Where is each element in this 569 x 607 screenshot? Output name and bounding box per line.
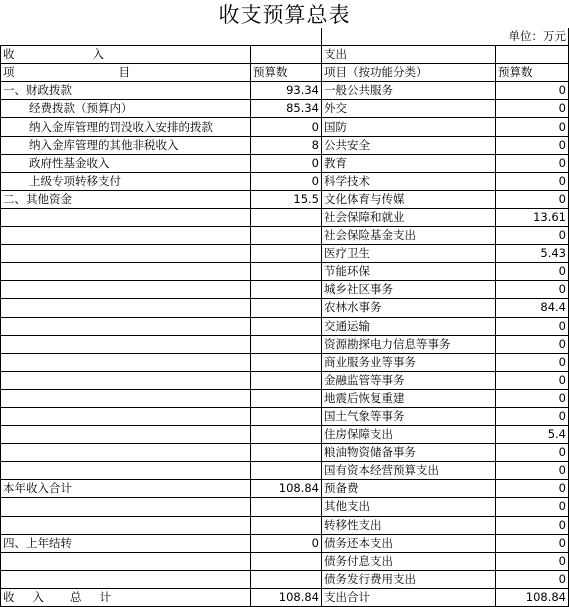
expense-value: 0 [496, 118, 569, 136]
table-row [1, 263, 569, 281]
table-row [1, 534, 569, 552]
income-value [251, 281, 322, 299]
income-value [251, 389, 322, 407]
income-value [251, 407, 322, 425]
expense-value: 0 [496, 552, 569, 570]
expense-item: 公共安全 [322, 136, 496, 154]
income-item [1, 552, 251, 570]
expense-value: 0 [496, 335, 569, 353]
expense-value: 0 [496, 444, 569, 462]
expense-value: 0 [496, 100, 569, 118]
income-value [251, 299, 322, 317]
total-expense-label: 支出合计 [322, 588, 496, 606]
expense-value: 0 [496, 389, 569, 407]
table-row [1, 389, 569, 407]
income-value: 15.5 [251, 190, 322, 208]
table-row [1, 570, 569, 588]
expense-value: 0 [496, 227, 569, 245]
table-row [1, 426, 569, 444]
income-value: 0 [251, 154, 322, 172]
expense-value: 0 [496, 462, 569, 480]
expense-value: 0 [496, 407, 569, 425]
table-row [1, 317, 569, 335]
total-expense-value: 108.84 [496, 588, 569, 606]
expense-value: 0 [496, 281, 569, 299]
income-value [251, 570, 322, 588]
expense-item: 地震后恢复重建 [322, 389, 496, 407]
income-value [251, 498, 322, 516]
table-row [1, 407, 569, 425]
expense-item: 一般公共服务 [322, 82, 496, 100]
table-row [1, 462, 569, 480]
expense-item: 社会保障和就业 [322, 208, 496, 226]
expense-item: 文化体育与传媒 [322, 190, 496, 208]
expense-item: 城乡社区事务 [322, 281, 496, 299]
expense-value: 0 [496, 154, 569, 172]
expense-item: 医疗卫生 [322, 245, 496, 263]
income-item: 上级专项转移支付 [1, 172, 251, 190]
budget-table [0, 28, 569, 607]
expense-item: 债务还本支出 [322, 534, 496, 552]
income-item [1, 335, 251, 353]
income-value: 93.34 [251, 82, 322, 100]
table-row [1, 172, 569, 190]
expense-value: 0 [496, 534, 569, 552]
income-item: 经费拨款（预算内） [1, 100, 251, 118]
income-item: 四、上年结转 [1, 534, 251, 552]
income-item: 政府性基金收入 [1, 154, 251, 172]
income-value [251, 208, 322, 226]
expense-item: 债务发行费用支出 [322, 570, 496, 588]
total-label: 收 入 总 计 [1, 588, 251, 606]
expense-item: 其他支出 [322, 498, 496, 516]
table-row [1, 227, 569, 245]
income-value [251, 444, 322, 462]
table-row [1, 498, 569, 516]
income-item [1, 317, 251, 335]
expense-item: 商业服务业等事务 [322, 353, 496, 371]
expense-item-header: 项目（按功能分类） [322, 64, 496, 82]
income-value: 8 [251, 136, 322, 154]
table-row [1, 444, 569, 462]
table-row [1, 281, 569, 299]
income-value: 0 [251, 118, 322, 136]
expense-item: 国土气象等事务 [322, 407, 496, 425]
sheet-title: 收支预算总表 [218, 3, 351, 27]
expense-value: 5.4 [496, 426, 569, 444]
income-item [1, 498, 251, 516]
expense-value: 0 [496, 82, 569, 100]
expense-value: 0 [496, 172, 569, 190]
expense-value: 0 [496, 190, 569, 208]
table-row [1, 136, 569, 154]
income-value: 0 [251, 534, 322, 552]
income-value [251, 516, 322, 534]
unit-label: 单位：万元 [496, 28, 569, 46]
expense-item: 教育 [322, 154, 496, 172]
expense-item: 农林水事务 [322, 299, 496, 317]
expense-item: 科学技术 [322, 172, 496, 190]
expense-item: 住房保障支出 [322, 426, 496, 444]
income-item [1, 299, 251, 317]
expense-item: 交通运输 [322, 317, 496, 335]
income-value: 85.34 [251, 100, 322, 118]
income-item [1, 516, 251, 534]
income-value [251, 263, 322, 281]
income-item-header: 项 目 [1, 64, 251, 82]
income-value [251, 317, 322, 335]
table-row [1, 353, 569, 371]
income-value [251, 245, 322, 263]
income-budget-header: 预算数 [251, 64, 322, 82]
expense-value: 0 [496, 371, 569, 389]
expense-value: 84.4 [496, 299, 569, 317]
table-row [1, 480, 569, 498]
expense-item: 外交 [322, 100, 496, 118]
income-header: 收 入 [1, 46, 251, 64]
income-item [1, 371, 251, 389]
total-income-value: 108.84 [251, 588, 322, 606]
table-row [1, 516, 569, 534]
unit-row [1, 28, 569, 46]
header-row-2 [1, 64, 569, 82]
table-row [1, 118, 569, 136]
income-value [251, 227, 322, 245]
expense-value: 0 [496, 480, 569, 498]
income-item [1, 389, 251, 407]
expense-item: 国防 [322, 118, 496, 136]
income-item [1, 263, 251, 281]
expense-item: 债务付息支出 [322, 552, 496, 570]
income-value [251, 335, 322, 353]
income-item: 一、财政拨款 [1, 82, 251, 100]
table-row [1, 299, 569, 317]
income-value [251, 552, 322, 570]
income-item: 本年收入合计 [1, 480, 251, 498]
income-item [1, 281, 251, 299]
expense-budget-header: 预算数 [496, 64, 569, 82]
income-item [1, 245, 251, 263]
table-row [1, 82, 569, 100]
income-item [1, 227, 251, 245]
table-row [1, 552, 569, 570]
expense-value: 0 [496, 263, 569, 281]
expense-value: 0 [496, 136, 569, 154]
expense-value: 0 [496, 570, 569, 588]
income-item: 纳入金库管理的罚没收入安排的拨款 [1, 118, 251, 136]
expense-value: 0 [496, 498, 569, 516]
expense-item: 社会保险基金支出 [322, 227, 496, 245]
table-row [1, 154, 569, 172]
income-item [1, 570, 251, 588]
expense-value: 0 [496, 353, 569, 371]
expense-value: 5.43 [496, 245, 569, 263]
income-item [1, 407, 251, 425]
income-item [1, 208, 251, 226]
income-value [251, 426, 322, 444]
table-row [1, 100, 569, 118]
income-item: 纳入金库管理的其他非税收入 [1, 136, 251, 154]
income-value [251, 371, 322, 389]
income-item [1, 444, 251, 462]
income-item: 二、其他资金 [1, 190, 251, 208]
expense-value: 0 [496, 516, 569, 534]
income-value: 108.84 [251, 480, 322, 498]
income-value: 0 [251, 172, 322, 190]
expense-item: 国有资本经营预算支出 [322, 462, 496, 480]
header-row-1 [1, 46, 569, 64]
table-row [1, 190, 569, 208]
expense-value: 0 [496, 317, 569, 335]
income-item [1, 426, 251, 444]
expense-item: 金融监管等事务 [322, 371, 496, 389]
expense-value: 13.61 [496, 208, 569, 226]
income-value [251, 462, 322, 480]
income-value [251, 353, 322, 371]
income-item [1, 462, 251, 480]
expense-header: 支出 [322, 46, 496, 64]
income-item [1, 353, 251, 371]
table-row [1, 335, 569, 353]
expense-item: 预备费 [322, 480, 496, 498]
expense-item: 资源勘探电力信息等事务 [322, 335, 496, 353]
expense-item: 节能环保 [322, 263, 496, 281]
table-row [1, 371, 569, 389]
table-row [1, 245, 569, 263]
expense-item: 转移性支出 [322, 516, 496, 534]
expense-item: 粮油物资储备事务 [322, 444, 496, 462]
table-row [1, 208, 569, 226]
